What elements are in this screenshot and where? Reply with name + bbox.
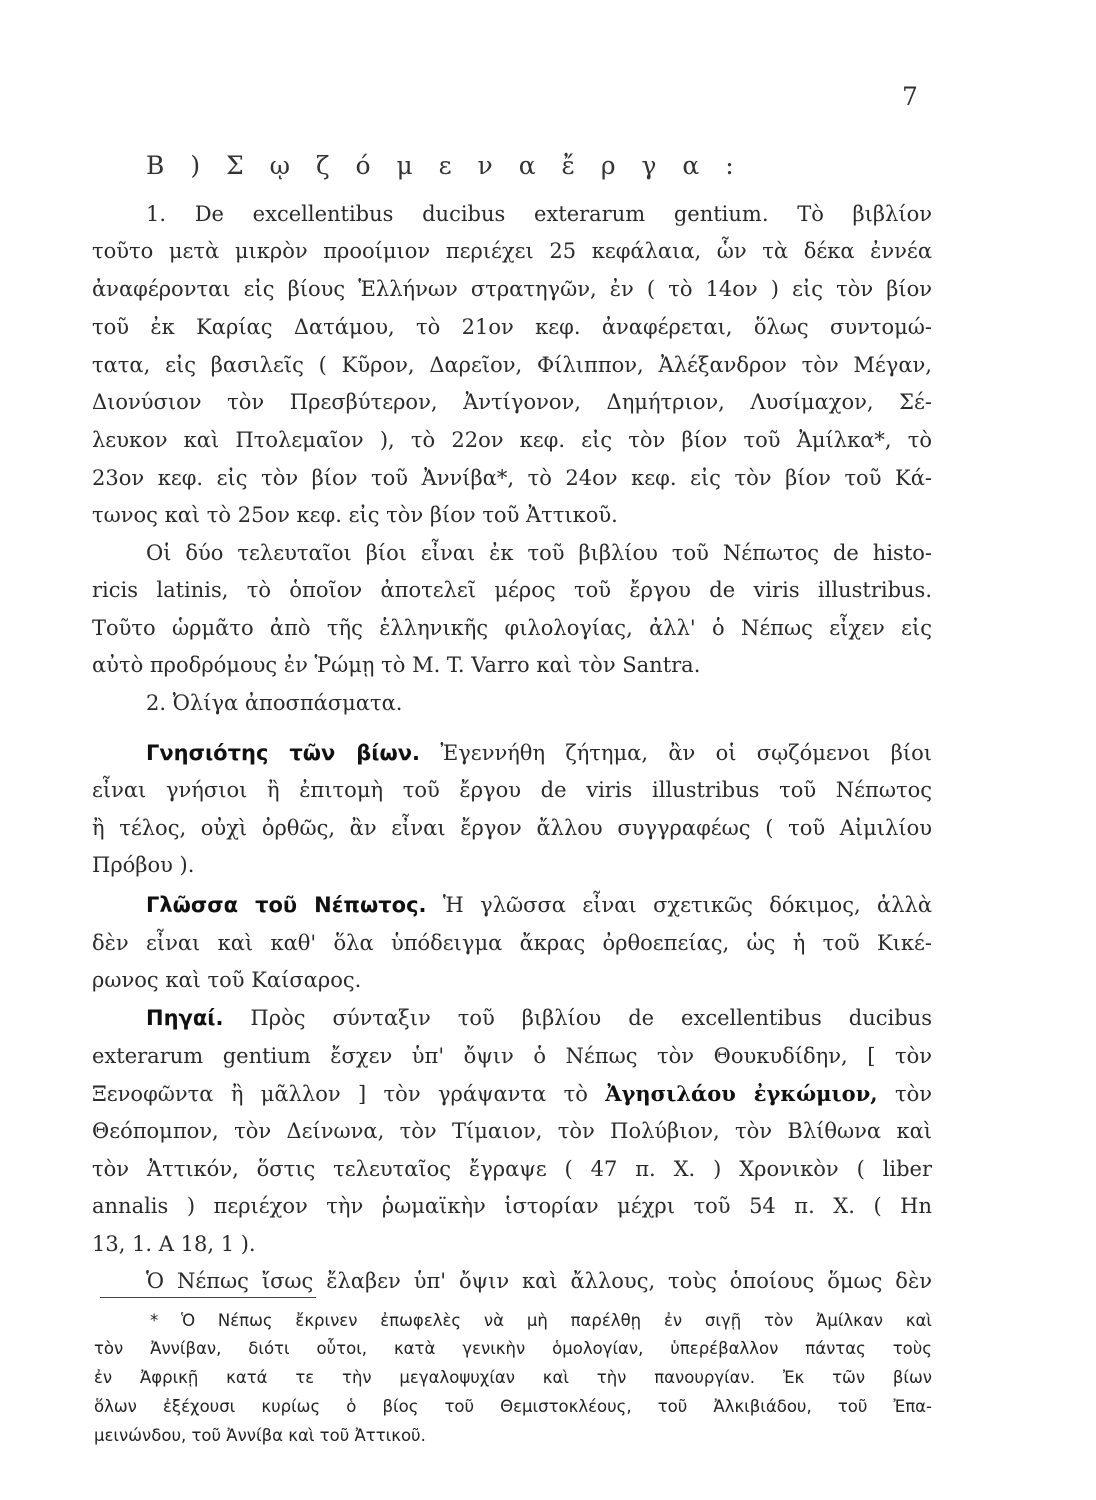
text-line: ἢ τέλος, οὐχὶ ὀρθῶς, ἂν εἶναι ἔργον ἄλλου συγγραφέως ( τοῦ Αἰμιλίου <box>92 816 932 840</box>
text-line: ἀναφέρονται εἰς βίους Ἑλλήνων στρατηγῶν, ἐν ( τὸ 14ον ) εἰς τὸν βίον <box>92 277 932 301</box>
bold-title: Ἀγησιλάου ἐγκώμιον, <box>605 1081 878 1106</box>
text-line: 2. Ὀλίγα ἀποσπάσματα. <box>146 691 403 715</box>
footnote-line: ὅλων ἐξέχουσι κυρίως ὁ βίος τοῦ Θεμιστοκλέους, τοῦ Ἀλκιβιάδου, τοῦ Ἐπα- <box>94 1397 932 1416</box>
text-line: exterarum gentium ἔσχεν ὑπ' ὄψιν ὁ Νέπως τὸν Θουκυδίδην, [ τὸν <box>92 1044 932 1068</box>
footnote-line: ἐν Ἀφρικῇ κατά τε τὴν μεγαλοψυχίαν καὶ τὴν πανουργίαν. Ἐκ τῶν βίων <box>94 1368 932 1387</box>
text-line: annalis ) περιέχον τὴν ῥωμαϊκὴν ἱστορίαν μέχρι τοῦ 54 π. Χ. ( Hn <box>92 1194 932 1218</box>
text-line: τωνος καὶ τὸ 25ον κεφ. εἰς τὸν βίον τοῦ Ἀττικοῦ. <box>92 503 618 527</box>
text-line: Διονύσιον τὸν Πρεσβύτερον, Ἀντίγονον, Δημήτριον, Λυσίμαχον, Σέ- <box>92 390 932 414</box>
text-line: τὸν Ἀττικόν, ὅστις τελευταῖος ἔγραψε ( 47 π. Χ. ) Χρονικὸν ( liber <box>92 1157 932 1181</box>
text-line: λευκον καὶ Πτολεμαῖον ), τὸ 22ον κεφ. εἰς τὸν βίον τοῦ Ἀμίλκα*, τὸ <box>92 428 932 452</box>
footnote-line: τὸν Ἀννίβαν, διότι οὗτοι, κατὰ γενικὴν ὁμολογίαν, ὑπερέβαλλον πάντας τοὺς <box>94 1339 932 1358</box>
text-line: τατα, εἰς βασιλεῖς ( Κῦρον, Δαρεῖον, Φίλιππον, Ἀλέξανδρον τὸν Μέγαν, <box>92 353 932 377</box>
text-line: Πρόβου ). <box>92 853 195 877</box>
text-line: 23ον κεφ. εἰς τὸν βίον τοῦ Ἀννίβα*, τὸ 24ον κεφ. εἰς τὸν βίον τοῦ Κά- <box>92 466 932 490</box>
text-line: Πηγαί. Πρὸς σύνταξιν τοῦ βιβλίου de excellentibus ducibus <box>146 1006 932 1030</box>
section-title: Β ) Σ ῳ ζ ό μ ε ν α ἔ ρ γ α : <box>146 151 743 180</box>
text-line: τοῦ ἐκ Καρίας Δατάμου, τὸ 21ον κεφ. ἀναφέρεται, ὅλως συντομώ- <box>92 315 932 339</box>
paragraph-heading: Γνησιότης τῶν βίων. <box>146 741 421 765</box>
footnote-line: * Ὁ Νέπως ἔκρινεν ἐπωφελὲς νὰ μὴ παρέλθῃ ἐν σιγῇ τὸν Ἀμίλκαν καὶ <box>150 1311 932 1330</box>
footnote-divider <box>100 1297 316 1298</box>
text-line: ρωνος καὶ τοῦ Καίσαρος. <box>92 968 362 992</box>
text-line: Τοῦτο ὡρμᾶτο ἀπὸ τῆς ἑλληνικῆς φιλολογίας, ἀλλ' ὁ Νέπως εἶχεν εἰς <box>92 616 932 640</box>
footnote-line: μεινώνδου, τοῦ Ἀννίβα καὶ τοῦ Ἀττικοῦ. <box>94 1426 426 1445</box>
text-line: 13, 1. A 18, 1 ). <box>92 1232 256 1256</box>
paragraph-heading: Γλῶσσα τοῦ Νέπωτος. <box>146 893 427 917</box>
text-line: Γλῶσσα τοῦ Νέπωτος. Ἡ γλῶσσα εἶναι σχετικῶς δόκιμος, ἀλλὰ <box>146 893 932 917</box>
text-line: Ὁ Νέπως ἴσως ἔλαβεν ὑπ' ὄψιν καὶ ἄλλους, τοὺς ὁποίους ὅμως δὲν <box>146 1269 932 1293</box>
text-line: δὲν εἶναι καὶ καθ' ὅλα ὑπόδειγμα ἄκρας ὀρθοεπείας, ὡς ἡ τοῦ Κικέ- <box>92 931 932 955</box>
text-line: ricis latinis, τὸ ὁποῖον ἀποτελεῖ μέρος τοῦ ἔργου de viris illustribus. <box>92 578 932 602</box>
text-line: Ξενοφῶντα ἢ μᾶλλον ] τὸν γράψαντα τὸ Ἀγησιλάου ἐγκώμιον, τὸν <box>92 1081 932 1106</box>
text-line: αὐτὸ προδρόμους ἐν Ῥώμῃ τὸ M. T. Varro καὶ τὸν Santra. <box>92 653 701 677</box>
text-line: Οἱ δύο τελευταῖοι βίοι εἶναι ἐκ τοῦ βιβλίου τοῦ Νέπωτος de histo- <box>146 541 932 565</box>
page-number: 7 <box>902 82 918 111</box>
text-line: τοῦτο μετὰ μικρὸν προοίμιον περιέχει 25 κεφάλαια, ὧν τὰ δέκα ἐννέα <box>92 239 932 263</box>
text-line: Θεόπομπον, τὸν Δείνωνα, τὸν Τίμαιον, τὸν Πολύβιον, τὸν Βλίθωνα καὶ <box>92 1119 932 1143</box>
text-line: 1. De excellentibus ducibus exterarum gentium. Τὸ βιβλίον <box>146 202 932 226</box>
text-line: Γνησιότης τῶν βίων. Ἐγεννήθη ζήτημα, ἂν οἱ σῳζόμενοι βίοι <box>146 741 932 765</box>
text-line: εἶναι γνήσιοι ἢ ἐπιτομὴ τοῦ ἔργου de viris illustribus τοῦ Νέπωτος <box>92 778 932 802</box>
paragraph-heading: Πηγαί. <box>146 1006 224 1030</box>
